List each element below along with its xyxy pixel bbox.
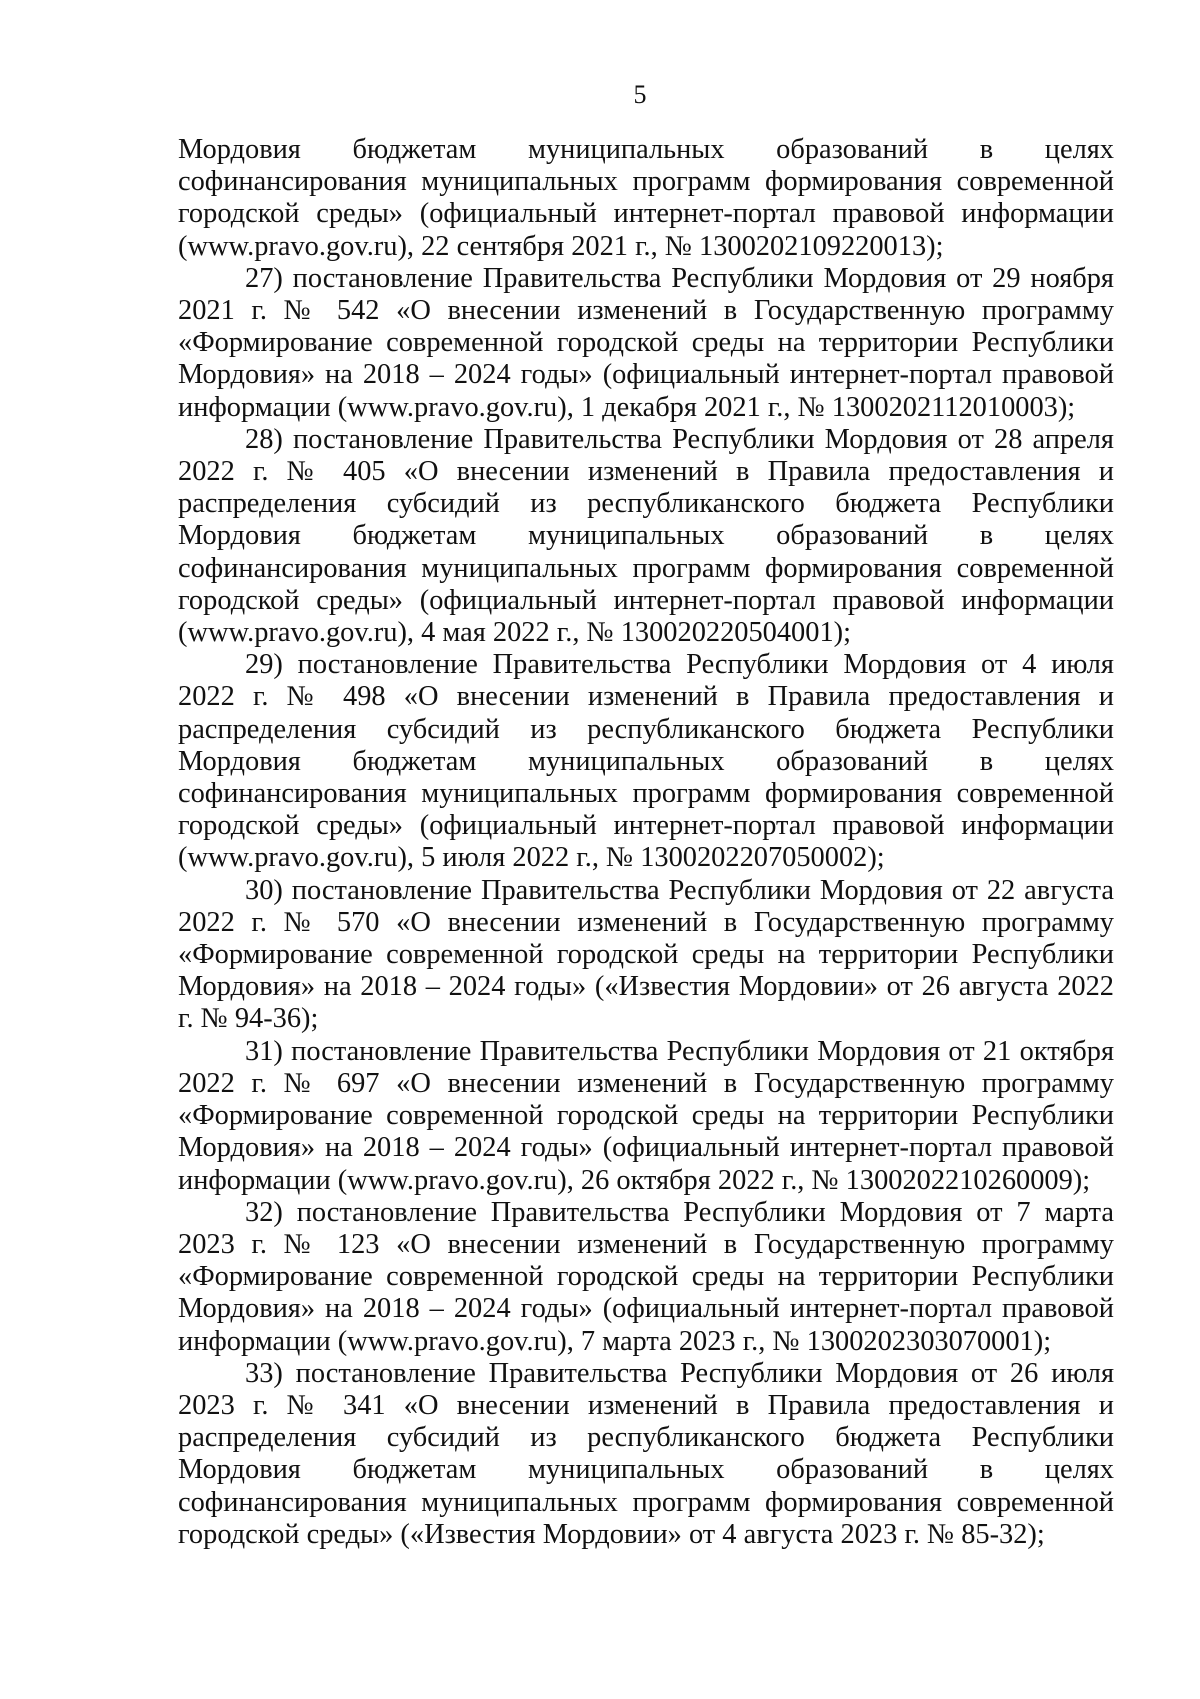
page-number: 5 [633,80,647,109]
paragraph-continuation-item-26: Мордовия бюджетам муниципальных образований в целях софинансирования муниципальных программ формирования современной городской среды» (официальный интернет-портал правовой информации (www.pravo.gov.ru), 22 сентября 2021 г., № 1300202109220013); [178,134,1114,262]
list-item-33: 33) постановление Правительства Республики Мордовия от 26 июля 2023 г. № 341 «О внесении изменений в Правила предоставления и распределения субсидий из республиканского бюджета Республики Мордовия бюджетам муниципальных образований в целях софинансирования муниципальных программ формирования современной городской среды» («Известия Мордовии» от 4 августа 2023 г. № 85-32); [178,1357,1114,1550]
list-item-32: 32) постановление Правительства Республики Мордовия от 7 марта 2023 г. № 123 «О внесении изменений в Государственную программу «Формирование современной городской среды на территории Республики Мордовия» на 2018 – 2024 годы» (официальный интернет-портал правовой информации (www.pravo.gov.ru), 7 марта 2023 г., № 1300202303070001); [178,1196,1114,1357]
list-item-31: 31) постановление Правительства Республики Мордовия от 21 октября 2022 г. № 697 «О внесении изменений в Государственную программу «Формирование современной городской среды на территории Республики Мордовия» на 2018 – 2024 годы» (официальный интернет-портал правовой информации (www.pravo.gov.ru), 26 октября 2022 г., № 1300202210260009); [178,1035,1114,1196]
list-item-29: 29) постановление Правительства Республики Мордовия от 4 июля 2022 г. № 498 «О внесении изменений в Правила предоставления и распределения субсидий из республиканского бюджета Республики Мордовия бюджетам муниципальных образований в целях софинансирования муниципальных программ формирования современной городской среды» (официальный интернет-портал правовой информации (www.pravo.gov.ru), 5 июля 2022 г., № 1300202207050002); [178,649,1114,874]
list-item-30: 30) постановление Правительства Республики Мордовия от 22 августа 2022 г. № 570 «О внесении изменений в Государственную программу «Формирование современной городской среды на территории Республики Мордовия» на 2018 – 2024 годы» («Известия Мордовии» от 26 августа 2022 г. № 94-36); [178,874,1114,1035]
document-body [178,134,1114,1551]
list-item-27: 27) постановление Правительства Республики Мордовия от 29 ноября 2021 г. № 542 «О внесении изменений в Государственную программу «Формирование современной городской среды на территории Республики Мордовия» на 2018 – 2024 годы» (официальный интернет-портал правовой информации (www.pravo.gov.ru), 1 декабря 2021 г., № 1300202112010003); [178,262,1114,423]
list-item-28: 28) постановление Правительства Республики Мордовия от 28 апреля 2022 г. № 405 «О внесении изменений в Правила предоставления и распределения субсидий из республиканского бюджета Республики Мордовия бюджетам муниципальных образований в целях софинансирования муниципальных программ формирования современной городской среды» (официальный интернет-портал правовой информации (www.pravo.gov.ru), 4 мая 2022 г., № 130020220504001); [178,423,1114,649]
